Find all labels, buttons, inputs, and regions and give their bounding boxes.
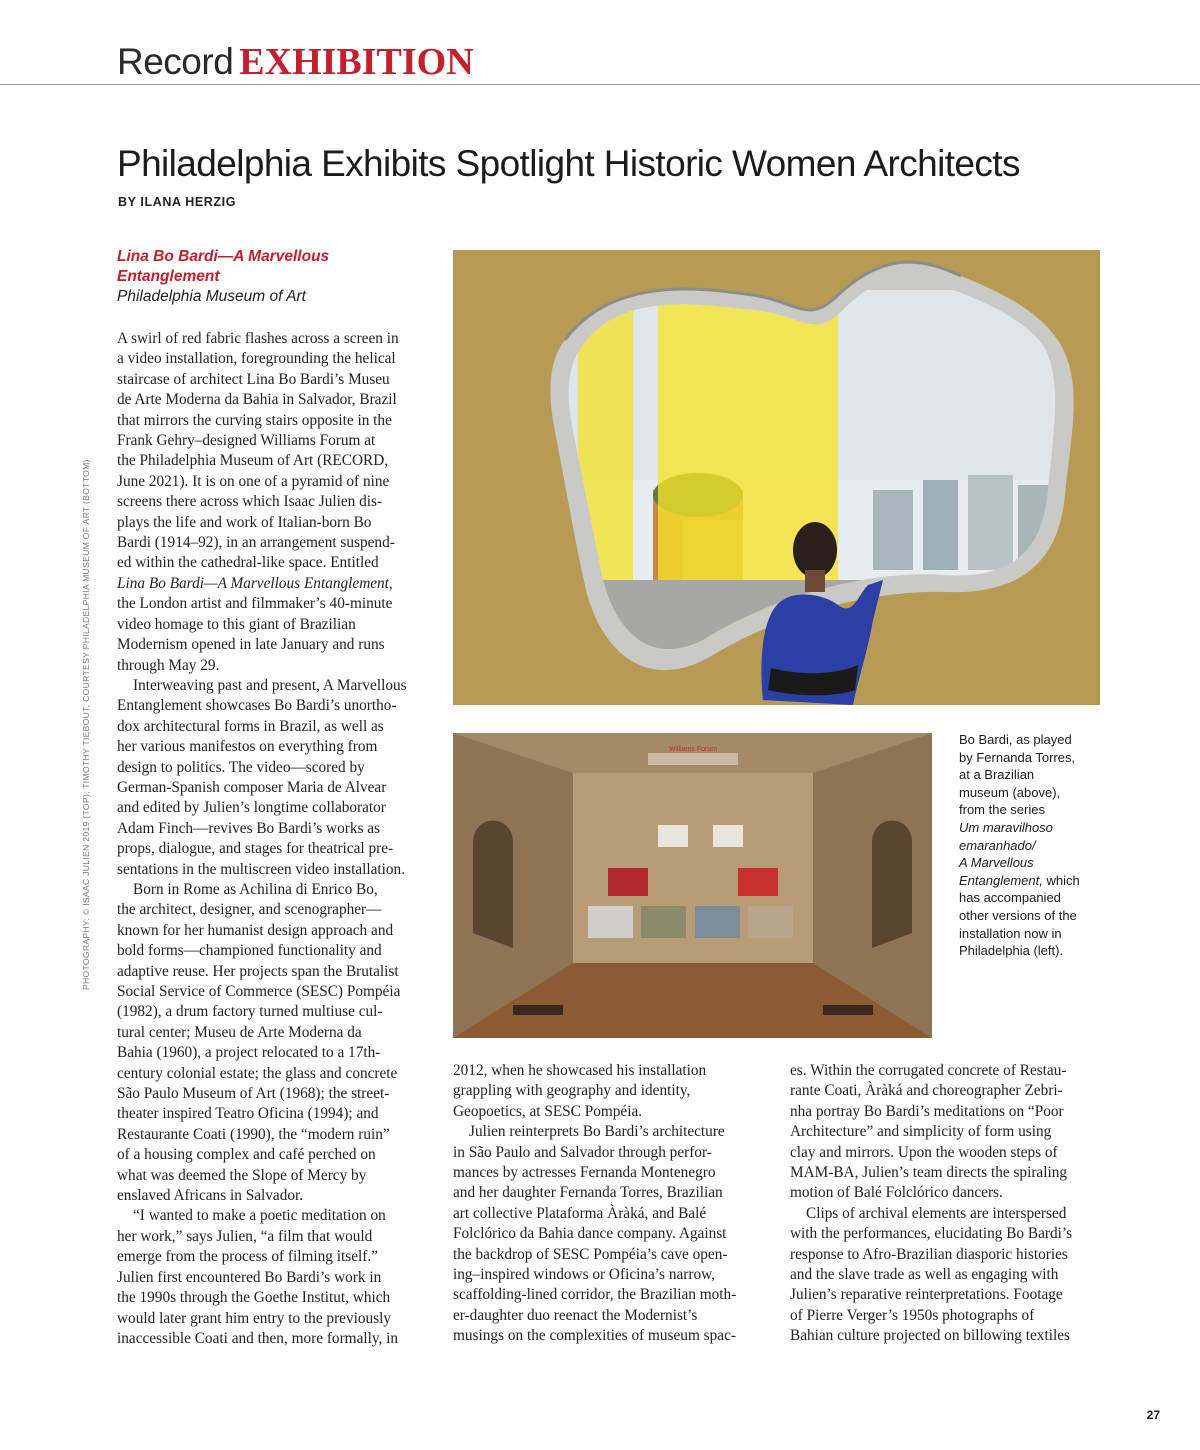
text-line: screens there across which Isaac Julien dis- xyxy=(117,493,383,511)
text-line: 2012, when he showcased his installation xyxy=(453,1062,707,1079)
text-line: response to Afro-Brazilian diasporic histories xyxy=(790,1245,1068,1263)
text-line: the architect, designer, and scenographer— xyxy=(117,901,382,919)
text-line: Bahian culture projected on billowing textiles xyxy=(790,1327,1070,1345)
text-line: grappling with geography and identity, xyxy=(453,1082,691,1100)
body-column-3 xyxy=(790,1061,1102,1347)
text-line: Julien’s reparative reinterpretations. Footage xyxy=(790,1286,1063,1304)
text-line: of Pierre Verger’s 1950s photographs of xyxy=(790,1306,1035,1324)
text-line: Folclórico da Bahia dance company. Against xyxy=(453,1225,727,1243)
text-line: a video installation, foregrounding the helical xyxy=(117,350,396,368)
text-line: through May 29. xyxy=(117,656,220,674)
text-line: de Arte Moderna da Bahia in Salvador, Brazil xyxy=(117,391,397,409)
text-line: Lina Bo Bardi—A Marvellous Entanglement, xyxy=(117,574,393,592)
text-line: Bahia (1960), a project relocated to a 17th- xyxy=(117,1044,381,1062)
text-line: Julien first encountered Bo Bardi’s work in xyxy=(117,1268,382,1286)
caption-line: other versions of the xyxy=(959,907,1077,923)
caption-text: which xyxy=(1042,872,1080,888)
text-line: São Paulo Museum of Art (1968); the street- xyxy=(117,1085,390,1103)
text-line: June 2021). It is on one of a pyramid of nine xyxy=(117,472,390,490)
text-line: emerge from the process of filming itself.” xyxy=(117,1248,378,1266)
text-line: design to politics. The video—scored by xyxy=(117,758,365,776)
text-line: art collective Plataforma Àràká, and Balé xyxy=(453,1204,707,1222)
text-line: (1982), a drum factory turned multiuse cul- xyxy=(117,1003,383,1021)
text-line: enslaved Africans in Salvador. xyxy=(117,1187,304,1205)
text-line: plays the life and work of Italian-born Bo xyxy=(117,513,372,531)
text-line: ing–inspired windows or Oficina’s narrow, xyxy=(453,1266,715,1284)
body-column-1 xyxy=(117,329,429,1349)
page-number: 27 xyxy=(1146,1408,1160,1422)
text-line: staircase of architect Lina Bo Bardi’s Museu xyxy=(117,370,390,388)
text-line: Bardi (1914–92), in an arrangement suspend- xyxy=(117,534,395,552)
text-line: with the performances, elucidating Bo Bardi’s xyxy=(790,1225,1073,1243)
caption-line: from the series xyxy=(959,802,1045,818)
photo-bo-bardi-window xyxy=(453,250,1100,705)
text-line: sentations in the multiscreen video installation. xyxy=(117,860,406,878)
text-line: MAM-BA, Julien’s team directs the spiraling xyxy=(790,1164,1068,1182)
body-column-2 xyxy=(453,1061,765,1347)
text-line: adaptive reuse. Her projects span the Brutalist xyxy=(117,962,399,980)
byline: BY ILANA HERZIG xyxy=(118,195,237,209)
text-line: scaffolding-lined corridor, the Brazilian moth- xyxy=(453,1286,737,1304)
text-line: known for her humanist design approach and xyxy=(117,921,394,939)
text-line: in São Paulo and Salvador through perfor- xyxy=(453,1143,712,1161)
photo-credit: PHOTOGRAPHY: © ISAAC JULIEN 2019 (TOP); TIMOTHY TIEBOUT, COURTESY PHILADELPHIA MUSEUM OF ART (BOTTOM) xyxy=(81,459,91,990)
text-line: er-daughter duo reenact the Modernist’s xyxy=(453,1306,698,1324)
caption-line: at a Brazilian xyxy=(959,767,1035,783)
text-line: theater inspired Teatro Oficina (1994); and xyxy=(117,1105,379,1123)
text-line: Modernism opened in late January and runs xyxy=(117,636,385,654)
photo-caption xyxy=(959,731,1099,960)
caption-line: Bo Bardi, as played xyxy=(959,732,1072,747)
text-line: A swirl of red fabric flashes across a screen in xyxy=(117,330,399,347)
text-line: would later grant him entry to the previously xyxy=(117,1309,392,1327)
text-line: that mirrors the curving stairs opposite in the xyxy=(117,411,392,429)
text-line: and the slave trade as well as engaging with xyxy=(790,1266,1059,1284)
text-line: inaccessible Coati and then, more formally, in xyxy=(117,1329,399,1347)
caption-line: Philadelphia (left). xyxy=(959,943,1064,959)
text-line: and her daughter Fernanda Torres, Brazilian xyxy=(453,1184,723,1202)
caption-series-title: Entanglement, xyxy=(959,872,1043,888)
text-line: video homage to this giant of Brazilian xyxy=(117,615,356,633)
caption-line: installation now in xyxy=(959,925,1062,941)
text-line: bold forms—championed functionality and xyxy=(117,942,382,960)
caption-line: by Fernanda Torres, xyxy=(959,749,1076,765)
forum-sign: Williams Forum xyxy=(668,746,718,753)
photo-williams-forum xyxy=(453,733,932,1038)
text-line: es. Within the corrugated concrete of Restau- xyxy=(790,1062,1067,1079)
text-line: dox architectural forms in Brazil, as well as xyxy=(117,717,384,735)
text-line: ed within the cathedral-like space. Entitled xyxy=(117,554,379,572)
text-line: what was deemed the Slope of Mercy by xyxy=(117,1166,367,1184)
text-line: Social Service of Commerce (SESC) Pompéia xyxy=(117,983,401,1000)
caption-line: has accompanied xyxy=(959,890,1061,906)
text-line: Restaurante Coati (1990), the “modern ruin” xyxy=(117,1125,390,1143)
text-line: Clips of archival elements are interspersed xyxy=(806,1204,1067,1222)
text-line: the London artist and filmmaker’s 40-minute xyxy=(117,595,393,613)
headline: Philadelphia Exhibits Spotlight Historic Women Architects xyxy=(117,143,1020,184)
text-line: rante Coati, Àràká and choreographer Zebri- xyxy=(790,1082,1063,1100)
text-line: German-Spanish composer Maria de Alvear xyxy=(117,778,387,796)
text-line: and edited by Julien’s longtime collaborator xyxy=(117,799,386,817)
text-line: century colonial estate; the glass and concrete xyxy=(117,1064,398,1082)
text-line: Adam Finch—revives Bo Bardi’s works as xyxy=(117,819,380,837)
exhibition-title: Lina Bo Bardi—A Marvellous Entanglement xyxy=(117,248,330,285)
caption-line: museum (above), xyxy=(959,784,1061,800)
text-line: of a housing complex and café perched on xyxy=(117,1146,376,1164)
caption-line: Um maravilhoso xyxy=(959,819,1053,835)
text-line: nha portray Bo Bardi’s meditations on “Poor xyxy=(790,1102,1064,1120)
text-line: tural center; Museu de Arte Moderna da xyxy=(117,1023,362,1041)
section-header xyxy=(117,40,474,83)
text-line: the backdrop of SESC Pompéia’s cave open- xyxy=(453,1245,728,1263)
text-line: Julien reinterprets Bo Bardi’s architecture xyxy=(469,1123,725,1141)
section-name: EXHIBITION xyxy=(239,41,474,83)
text-line: the Philadelphia Museum of Art (RECORD, xyxy=(117,452,389,470)
text-line: her various manifestos on everything from xyxy=(117,738,378,756)
text-line: Architecture” and simplicity of form using xyxy=(790,1123,1052,1141)
caption-line: emaranhado/ xyxy=(959,837,1036,853)
text-line: Geopoetics, at SESC Pompéia. xyxy=(453,1102,643,1120)
caption-line xyxy=(959,872,1099,890)
section-label: Record xyxy=(117,41,234,82)
text-line: the 1990s through the Goethe Institut, which xyxy=(117,1289,391,1307)
text-line: mances by actresses Fernanda Montenegro xyxy=(453,1164,716,1182)
exhibition-venue: Philadelphia Museum of Art xyxy=(117,288,306,305)
text-line: Interweaving past and present, A Marvellous xyxy=(133,676,407,694)
text-line: clay and mirrors. Upon the wooden steps of xyxy=(790,1143,1058,1161)
text-line: props, dialogue, and stages for theatrical pre- xyxy=(117,840,394,858)
text-line: Frank Gehry–designed Williams Forum at xyxy=(117,432,376,450)
text-line: Born in Rome as Achilina di Enrico Bo, xyxy=(133,880,378,898)
caption-line: A Marvellous xyxy=(959,855,1034,871)
text-line: motion of Balé Folclórico dancers. xyxy=(790,1184,1003,1202)
text-line: Entanglement showcases Bo Bardi’s unortho- xyxy=(117,697,397,715)
header-rule xyxy=(0,84,1200,85)
text-line: musings on the complexities of museum spac- xyxy=(453,1327,736,1345)
text-line: “I wanted to make a poetic meditation on xyxy=(133,1207,386,1225)
text-line: her work,” says Julien, “a film that would xyxy=(117,1227,373,1245)
